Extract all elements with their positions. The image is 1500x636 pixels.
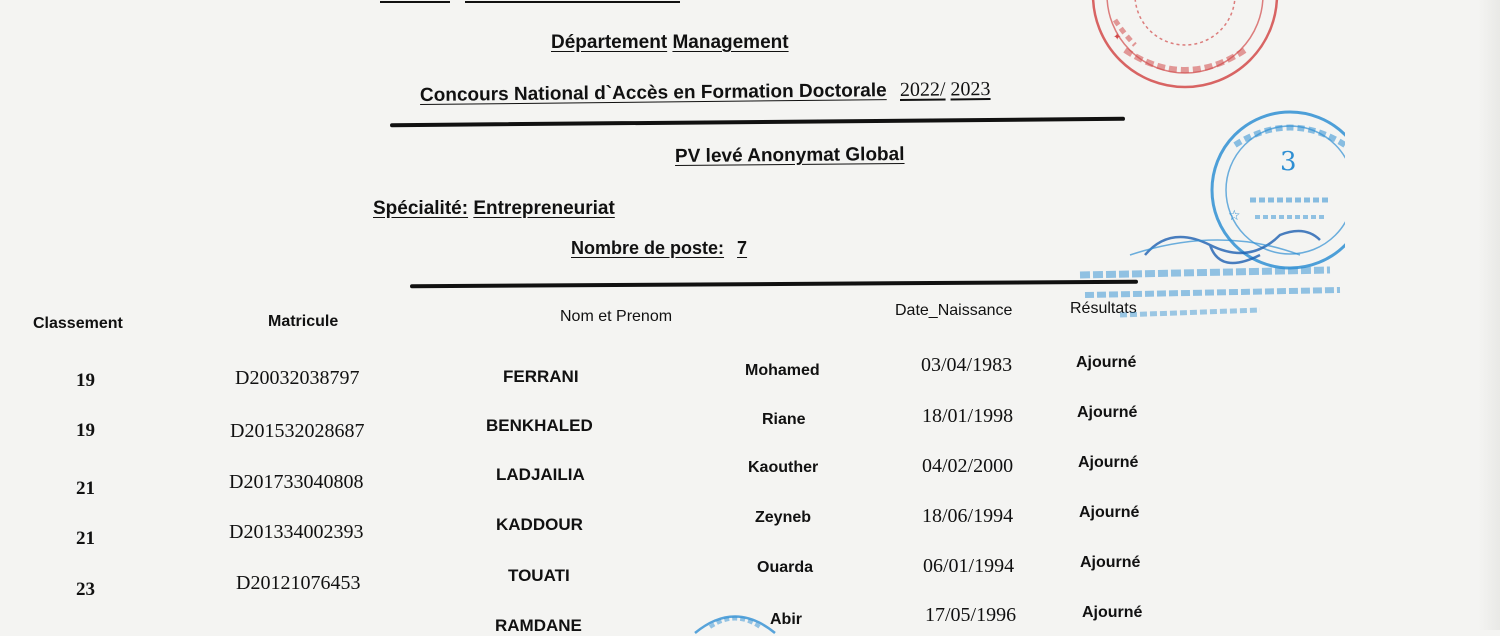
row-nom: FERRANI: [503, 367, 579, 386]
row-date: 17/05/1996: [925, 604, 1017, 626]
speciality-value: Entrepreneuriat: [473, 198, 615, 219]
bottom-stamp-icon: [690, 605, 780, 635]
row-nom: RAMDANE: [495, 616, 582, 635]
row-prenom: Mohamed: [745, 362, 820, 379]
svg-text:☆: ☆: [1228, 208, 1241, 224]
row-nom: BENKHALED: [486, 416, 593, 435]
positions-line: [571, 238, 747, 259]
row-result: Ajourné: [1077, 404, 1138, 421]
red-seal-icon: [1085, 0, 1285, 90]
department-value: Management: [672, 32, 789, 53]
row-date: 06/01/1994: [923, 555, 1015, 577]
row-prenom: Riane: [762, 411, 806, 428]
col-header-classement: Classement: [33, 315, 123, 332]
contest-year-start: 2022/: [899, 78, 946, 101]
row-prenom: Ouarda: [757, 559, 814, 576]
col-header-date: Date_Naissance: [895, 302, 1013, 319]
row-matricule: D201733040808: [229, 471, 364, 493]
row-rank: 19: [76, 420, 95, 441]
department-line: [551, 32, 789, 54]
row-matricule: D201532028687: [230, 420, 365, 442]
department-label: Département: [551, 32, 668, 53]
col-header-matricule: Matricule: [268, 313, 339, 330]
stamp-number: 3: [1280, 147, 1297, 177]
table-divider: [410, 280, 1138, 288]
row-result: Ajourné: [1076, 354, 1137, 371]
row-matricule: D201334002393: [229, 521, 364, 543]
row-date: 18/06/1994: [922, 505, 1014, 527]
positions-label: Nombre de poste:: [571, 238, 725, 258]
row-rank: 23: [76, 579, 95, 600]
row-prenom: Abir: [770, 611, 802, 628]
row-nom: KADDOUR: [496, 515, 583, 534]
row-result: Ajourné: [1082, 604, 1143, 621]
row-rank: 21: [76, 478, 95, 499]
row-matricule: D20032038797: [235, 367, 360, 389]
row-date: 18/01/1998: [922, 405, 1014, 427]
contest-title-line: [420, 78, 991, 107]
positions-value: 7: [737, 238, 748, 258]
pv-title: PV levé Anonymat Global: [674, 143, 905, 168]
scan-edge: [1478, 0, 1500, 630]
row-nom: LADJAILIA: [496, 465, 585, 484]
row-prenom: Zeyneb: [755, 509, 812, 526]
svg-text:✦: ✦: [1113, 32, 1122, 43]
row-result: Ajourné: [1079, 504, 1140, 521]
row-result: Ajourné: [1080, 554, 1141, 571]
row-nom: TOUATI: [508, 566, 570, 585]
speciality-line: [373, 198, 615, 220]
row-result: Ajourné: [1078, 454, 1139, 471]
col-header-nom-prenom: Nom et Prenom: [560, 308, 673, 325]
header-divider: [390, 117, 1125, 127]
contest-title: Concours National d`Accès en Formation Doctorale: [419, 80, 887, 106]
contest-year-end: 2023: [950, 78, 991, 101]
row-prenom: Kaouther: [748, 459, 819, 476]
row-rank: 19: [76, 370, 95, 391]
row-date: 04/02/2000: [922, 455, 1014, 477]
speciality-label: Spécialité:: [373, 198, 469, 219]
col-header-resultats: Résultats: [1070, 300, 1137, 317]
row-rank: 21: [76, 528, 95, 549]
row-date: 03/04/1983: [921, 354, 1013, 376]
row-matricule: D20121076453: [236, 572, 361, 594]
